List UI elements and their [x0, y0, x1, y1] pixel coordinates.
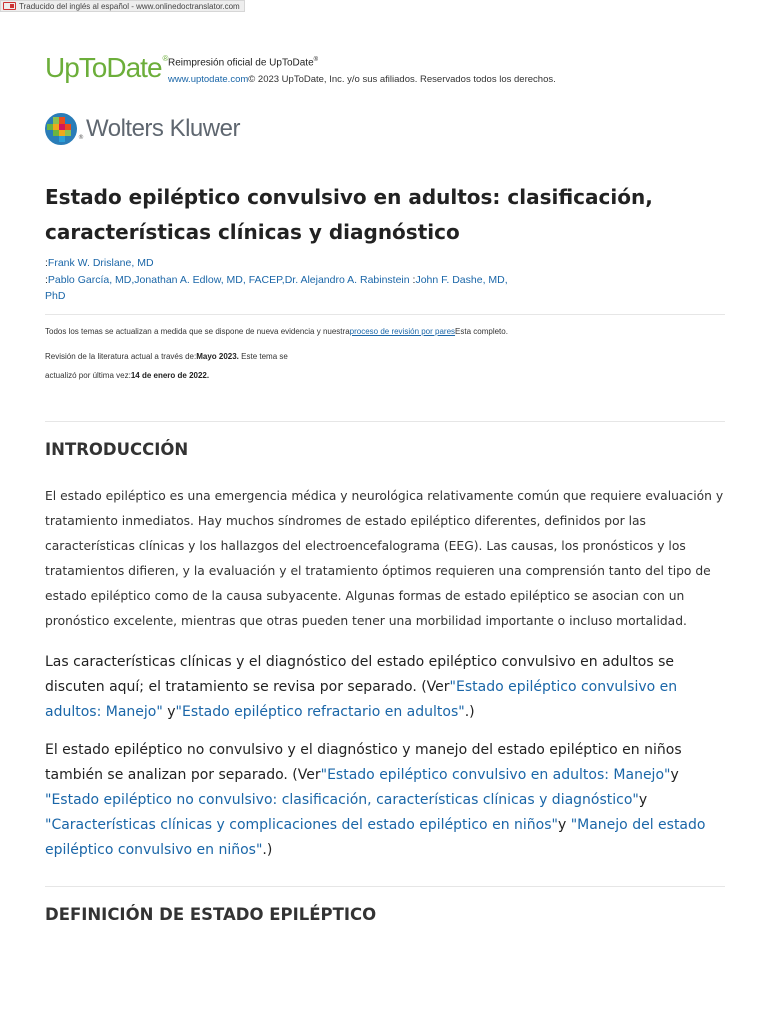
copyright-text: © 2023 UpToDate, Inc. y/o sus afiliados. Reservados todos los derechos.	[248, 74, 556, 85]
divider	[45, 421, 725, 422]
wolters-kluwer-mark: ®	[78, 134, 84, 141]
intro-paragraph-1: El estado epiléptico es una emergencia médica y neurológica relativamente común que requiere evaluación y tratamiento inmediatos. Hay muchos síndromes de estado epiléptico diferentes, definidos por las características clínicas y los hallazgos del electroencefalograma (EEG). Las causas, los pronósticos y los tratamientos difieren, y la evaluación y el tratamiento óptimos requieren una comprensión tanto del tipo de estado epiléptico como de la causa subyacente. Algunas formas de estado epiléptico se asocian con un pronóstico excelente, mientras que otras pueden tener una morbilidad importante o incluso mortalidad.	[45, 489, 724, 628]
article-title	[45, 180, 665, 250]
intro-p3-text-3: y	[638, 792, 648, 808]
editor-link-rabinstein[interactable]: Dr. Alejandro A. Rabinstein	[284, 273, 410, 286]
author-link[interactable]: Frank W. Drislane, MD	[47, 257, 154, 269]
intro-p3-text-2: y	[670, 767, 679, 783]
intro-p3-text-4: y	[557, 817, 571, 833]
lit-review-text: Revisión de la literatura actual a través de:	[45, 352, 197, 361]
intro-p2-text-1: Las características clínicas y el diagnóstico del estado epiléptico convulsivo en adultos se discuten aquí; el tratamiento se revisa por separado. (Ver	[45, 654, 675, 695]
lit-review-date: Mayo 2023.	[196, 352, 239, 361]
translator-icon	[3, 2, 16, 10]
article-title-line-1: Estado epiléptico convulsivo en adultos: clasificación,	[45, 185, 653, 209]
editors-line	[45, 272, 545, 289]
article-authors	[45, 255, 545, 305]
uptodate-logo[interactable]	[45, 52, 168, 84]
section-heading-definition: DEFINICIÓN DE ESTADO EPILÉPTICO	[45, 905, 377, 924]
divider	[45, 314, 725, 315]
copyright-notice	[168, 74, 556, 85]
uptodate-site-link[interactable]: www.uptodate.com	[168, 74, 249, 85]
wolters-kluwer-text: Wolters Kluwer	[86, 115, 240, 142]
uptodate-logo-mark: ®	[162, 54, 169, 63]
link-status-children-features[interactable]: "Características clínicas y complicaciones del estado epiléptico en niños"	[45, 817, 558, 833]
translation-banner-text: Traducido del inglés al español - www.onlinedoctranslator.com	[19, 1, 240, 11]
wolters-kluwer-logo[interactable]	[45, 112, 240, 146]
page-header	[45, 52, 725, 92]
link-convulsive-status-management[interactable]: "Estado epiléptico convulsivo en adultos: Manejo"	[45, 679, 678, 720]
intro-p2-text-3: .)	[464, 704, 475, 720]
link-convulsive-status-management-2[interactable]: "Estado epiléptico convulsivo en adultos: Manejo"	[320, 767, 671, 783]
uptodate-logo-text: UpToDate	[45, 52, 162, 83]
last-updated-text: Este tema se	[238, 352, 288, 361]
last-updated-line	[45, 366, 288, 385]
divider	[45, 886, 725, 887]
author-prefix: :	[45, 257, 48, 269]
reprint-mark: ®	[313, 57, 319, 63]
deputy-editor-link[interactable]: John F. Dashe, MD,	[415, 273, 508, 286]
editor-link-garcia[interactable]: Pablo García, MD,	[47, 273, 135, 286]
literature-review-line	[45, 347, 288, 366]
editor-link-edlow[interactable]: Jonathan A. Edlow, MD, FACEP,	[134, 273, 285, 286]
literature-review-notice	[45, 347, 288, 385]
complete-text: Esta completo.	[455, 327, 508, 336]
wolters-kluwer-globe-icon	[45, 113, 77, 145]
reprint-text: Reimpresión oficial de UpToDate	[168, 57, 314, 69]
update-notice	[45, 322, 508, 341]
editor-separator: :	[409, 273, 416, 286]
intro-p2-text-2: y	[162, 704, 176, 720]
link-nonconvulsive-status[interactable]: "Estado epiléptico no convulsivo: clasificación, características clínicas y diagnóstico"	[45, 792, 639, 808]
editors-prefix: :	[45, 273, 48, 286]
link-refractory-status-adults[interactable]: "Estado epiléptico refractario en adultos"	[175, 704, 465, 720]
last-updated-date: 14 de enero de 2022.	[130, 371, 210, 380]
intro-p3-text-1: El estado epiléptico no convulsivo y el diagnóstico y manejo del estado epiléptico en niños también se analizan por separado. (Ver	[45, 742, 682, 783]
article-title-line-2: características clínicas y diagnóstico	[45, 220, 460, 244]
link-status-children-management[interactable]: "Manejo del estado epiléptico convulsivo en niños"	[45, 817, 706, 858]
section-heading-introduction: INTRODUCCIÓN	[45, 440, 189, 459]
update-text: Todos los temas se actualizan a medida que se dispone de nueva evidencia y nuestra	[45, 327, 350, 336]
translation-banner	[0, 0, 245, 12]
author-line	[45, 255, 545, 272]
intro-paragraph-3	[45, 738, 725, 863]
intro-p3-text-5: .)	[262, 842, 273, 858]
reprint-notice	[168, 57, 318, 68]
intro-paragraph-2	[45, 650, 725, 725]
peer-review-link[interactable]: proceso de revisión por pares	[349, 327, 456, 336]
last-updated-text-2: actualizó por última vez:	[45, 371, 131, 380]
deputy-editor-line-2[interactable]: PhD	[45, 290, 66, 302]
